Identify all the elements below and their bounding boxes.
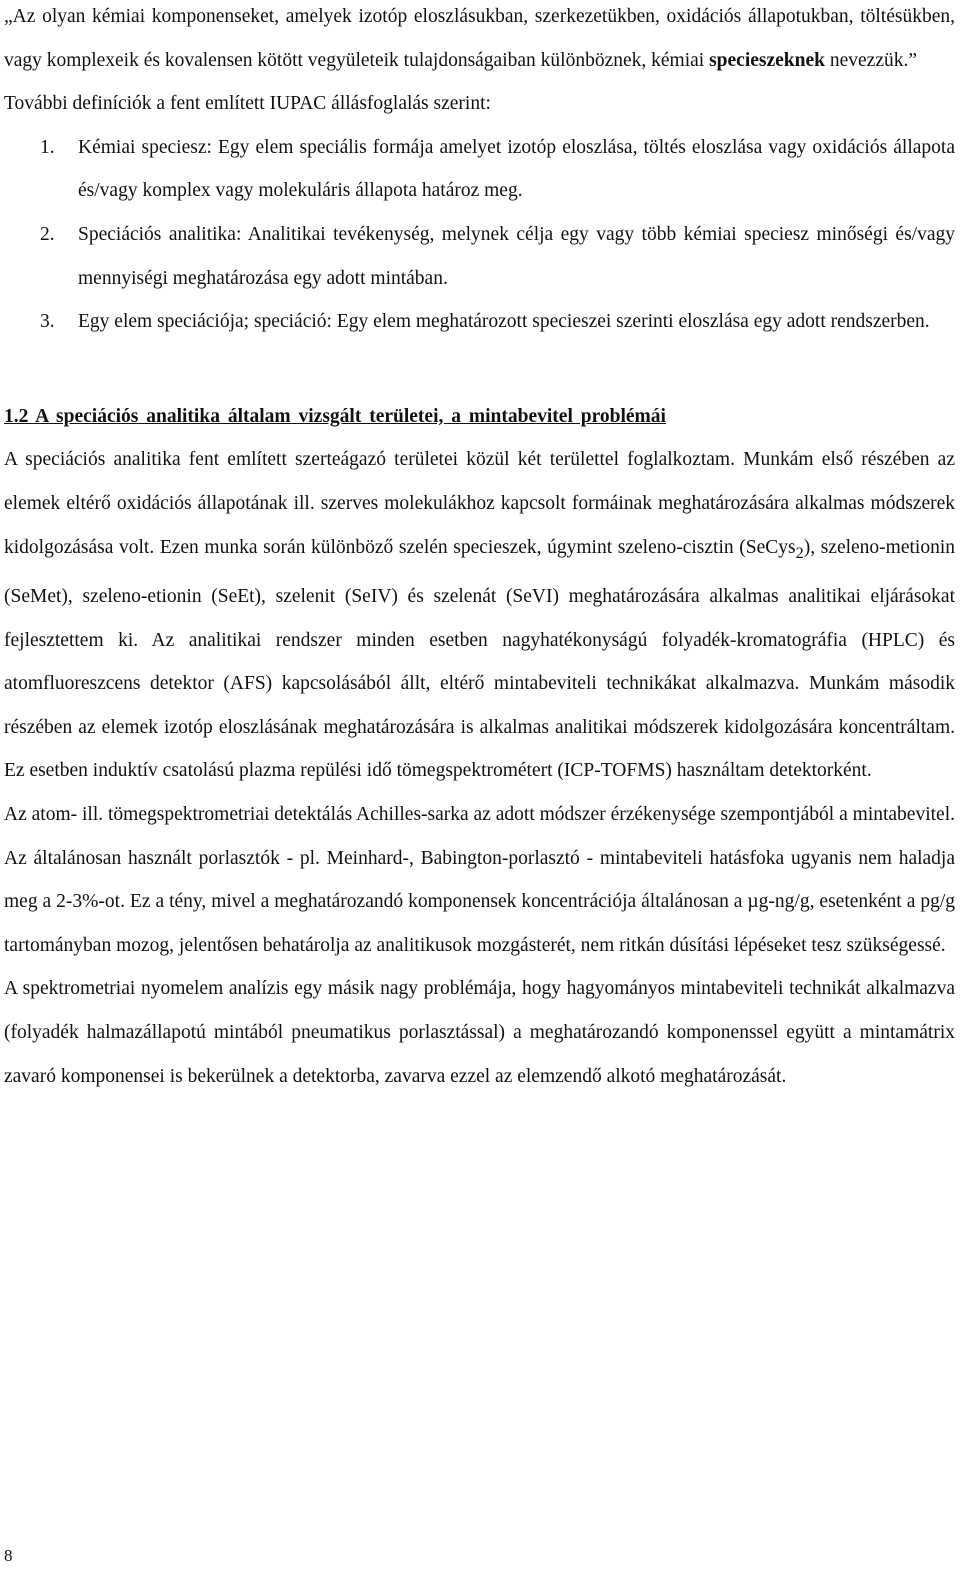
quote-bold-term: specieszeknek bbox=[709, 49, 825, 71]
definition-item bbox=[4, 213, 955, 300]
quote-text-start: „Az olyan kémiai komponenseket, amelyek izotóp eloszlásukban, szerkezetükben, oxidációs állapotukban, töltésükben, vagy komplexeik és kovalensen kötött vegyületeik tulajdonságaiban különböznek, kémiai bbox=[4, 6, 955, 71]
subscript-two: 2 bbox=[795, 543, 804, 562]
section-paragraph-3: A spektrometriai nyomelem analízis egy másik nagy problémája, hogy hagyományos mintabeviteli technikát alkalmazva (folyadék halmazállapotú mintából pneumatikus porlasztással) a meghatározandó komponenssel együtt a mintamátrix zavaró komponensei is bekerülnek a detektorba, zavarva ezzel az elemzendő alkotó meghatározását. bbox=[4, 978, 955, 1087]
definition-text: Egy elem speciációja; speciáció: Egy elem meghatározott specieszei szerinti eloszlása egy adott rendszerben. bbox=[78, 311, 930, 333]
definition-text: Kémiai speciesz: Egy elem speciális formája amelyet izotóp eloszlása, töltés eloszlása vagy oxidációs állapota és/vagy komplex vagy molekuláris állapota határoz meg. bbox=[78, 136, 955, 202]
definition-item bbox=[4, 126, 955, 213]
page-number: 8 bbox=[4, 1546, 13, 1565]
paragraph-1-text-start: A speciációs analitika fent említett szerteágazó területei közül két területtel foglalkoztam. Munkám első részében az elemek eltérő oxidációs állapotának ill. szerves molekulákhoz kapcsolt formáinak meghatározására alkalmas módszerek kidolgozásása volt. Ezen munka során különböző szelén specieszek, úgymint szeleno-cisztin (SeCys bbox=[4, 449, 955, 558]
definition-text: Speciációs analitika: Analitikai tevékenység, melynek célja egy vagy több kémiai speciesz minőségi és/vagy mennyiségi meghatározása egy adott mintában. bbox=[78, 223, 955, 289]
section-paragraph-2: Az atom- ill. tömegspektrometriai detektálás Achilles-sarka az adott módszer érzékenysége szempontjából a mintabevitel. Az általánosan használt porlasztók - pl. Meinhard-, Babington-porlasztó - mintabeviteli hatásfoka ugyanis nem haladja meg a 2-3%-ot. Ez a tény, mivel a meghatározandó komponensek koncentrációja általánosan a µg-ng/g, esetenként a pg/g tartományban mozog, jelentősen behatárolja az analitikusok mozgásterét, nem ritkán dúsítási lépéseket tesz szükségessé. bbox=[4, 803, 955, 956]
paragraph-1-text-end: ), szeleno-metionin (SeMet), szeleno-etionin (SeEt), szelenit (SeIV) és szelenát (SeVI) meghatározására alkalmas analitikai eljárásokat fejlesztettem ki. Az analitikai rendszer minden esetben nagyhatékonyságú folyadék-kromatográfia (HPLC) és atomfluoreszcens detektor (AFS) kapcsolásából állt, eltérő mintabeviteli technikákat alkalmazva. Munkám második részében az elemek izotóp eloszlásának meghatározására is alkalmas analitikai módszerek kidolgozására koncentráltam. Ez esetben induktív csatolású plazma repülési idő tömegspektrométert (ICP-TOFMS) használtam detektorként. bbox=[4, 536, 955, 782]
definitions-list bbox=[4, 126, 955, 344]
definitions-intro: További definíciók a fent említett IUPAC állásfoglalás szerint: bbox=[4, 93, 491, 115]
document-page bbox=[4, 0, 955, 1098]
iupac-quote-paragraph bbox=[4, 0, 955, 82]
definition-number: 1. bbox=[40, 136, 55, 158]
definition-number: 3. bbox=[40, 311, 55, 333]
section-heading: 1.2 A speciációs analitika általam vizsgált területei, a mintabevitel problémái bbox=[4, 405, 666, 427]
definition-number: 2. bbox=[40, 223, 55, 245]
definition-item bbox=[4, 300, 955, 344]
section-paragraph-1 bbox=[4, 438, 955, 793]
quote-text-end: nevezzük.” bbox=[824, 49, 918, 71]
